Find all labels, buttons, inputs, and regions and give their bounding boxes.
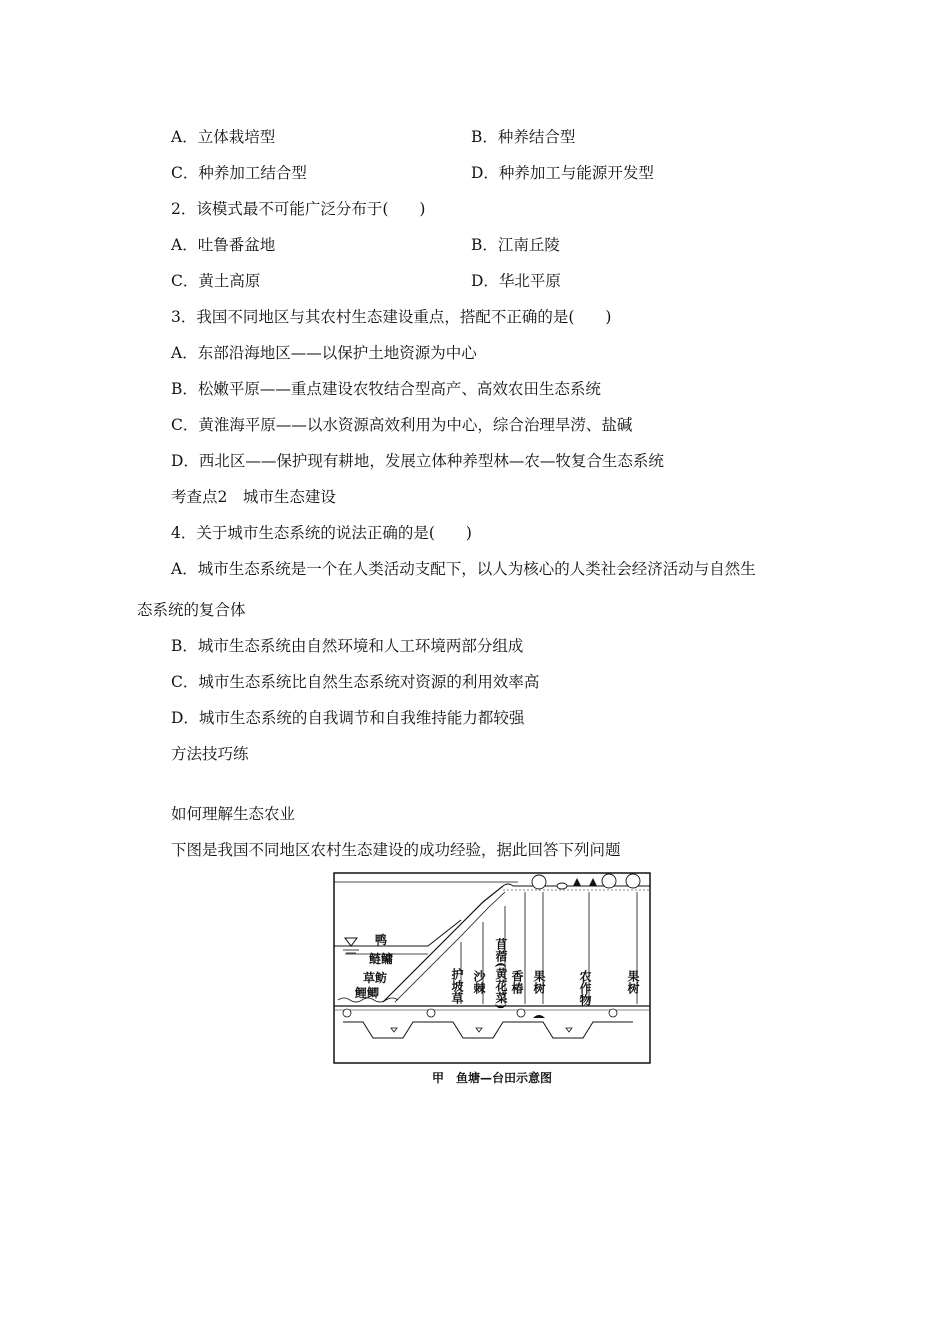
label-seabuckthorn: 沙棘 [472,970,486,994]
q4-option-a-line1: A．城市生态系统是一个在人类活动支配下，以人为核心的人类社会经济活动与自然生 [171,560,756,578]
method-title: 方法技巧练 [171,745,249,763]
q1-option-a: A．立体栽培型 [171,128,276,146]
q2-option-b: B．江南丘陵 [471,236,560,254]
label-fruit-tree-1: 果树 [532,970,546,994]
q4-option-b: B．城市生态系统由自然环境和人工环境两部分组成 [171,637,524,655]
q4-option-a-line2: 态系统的复合体 [137,601,246,619]
fish-pond-terrace-diagram [333,872,651,1064]
intro-text: 下图是我国不同地区农村生态建设的成功经验，据此回答下列问题 [171,841,621,859]
label-alfalfa: 苜蓿(黄花菜) [494,938,508,1010]
q3-option-b: B．松嫩平原——重点建设农牧结合型高产、高效农田生态系统 [171,380,601,398]
label-carp: 鲤鲫 [355,986,380,1000]
q4-option-d: D．城市生态系统的自我调节和自我维持能力都较强 [171,709,525,727]
q3-option-c: C．黄淮海平原——以水资源高效利用为中心，综合治理旱涝、盐碱 [171,416,633,434]
section-heading: 考查点2 城市生态建设 [171,488,336,506]
q3-option-d: D．西北区——保护现有耕地，发展立体种养型林—农—牧复合生态系统 [171,452,664,470]
label-slope-grass: 护坡草 [450,968,464,1004]
topic-title: 如何理解生态农业 [171,805,296,823]
label-grass-carp: 草鲂 [363,971,388,985]
q2-option-c: C．黄土高原 [171,272,261,290]
q1-option-c: C．种养加工结合型 [171,164,307,182]
figure-caption: 甲 鱼塘—台田示意图 [431,1071,552,1085]
q2-stem: 2．该模式最不可能广泛分布于( ) [171,200,426,218]
q1-option-b: B．种养结合型 [471,128,576,146]
q4-option-c: C．城市生态系统比自然生态系统对资源的利用效率高 [171,673,540,691]
q2-option-d: D．华北平原 [471,272,561,290]
q3-stem: 3．我国不同地区与其农村生态建设重点，搭配不正确的是( ) [171,308,612,326]
label-crops: 农作物 [578,970,592,1006]
q3-option-a: A．东部沿海地区——以保护土地资源为中心 [171,344,477,362]
label-silver-carp: 鲢鳙 [369,952,394,966]
label-duck: 鸭 [375,933,388,947]
label-toona: 香椿 [510,970,524,994]
label-fruit-tree-2: 果树 [626,970,640,994]
q2-option-a: A．吐鲁番盆地 [171,236,276,254]
q1-option-d: D．种养加工与能源开发型 [471,164,654,182]
q4-stem: 4．关于城市生态系统的说法正确的是( ) [171,524,472,542]
